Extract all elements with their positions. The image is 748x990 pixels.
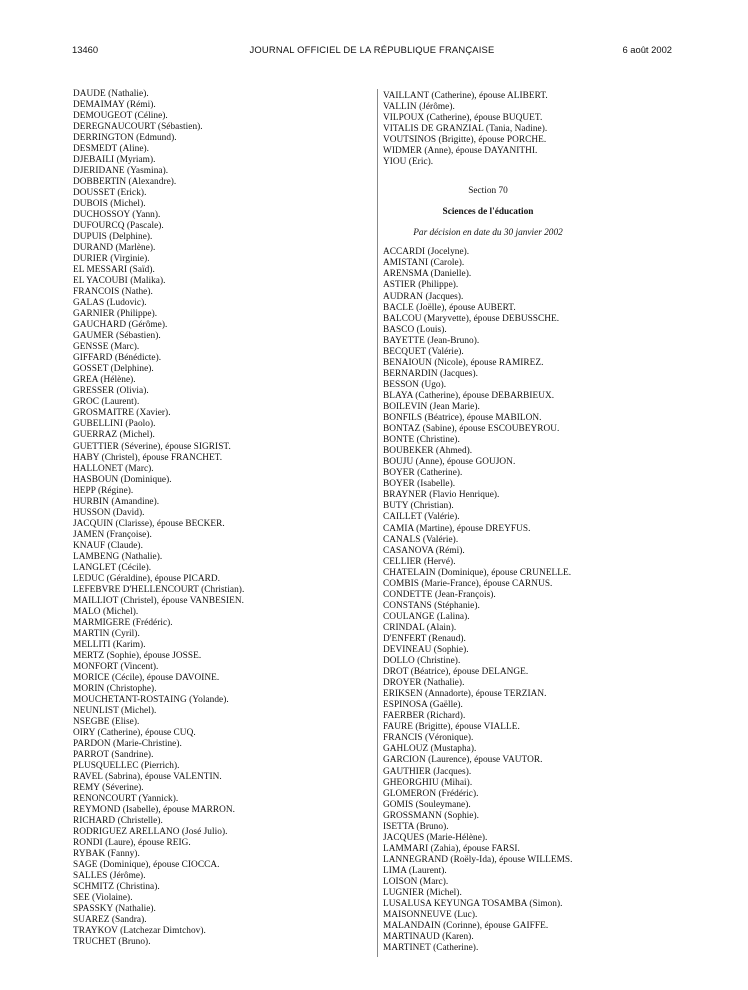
list-item: CAMIA (Martine), épouse DREYFUS. (383, 523, 531, 534)
list-item: BERNARDIN (Jacques). (383, 368, 478, 379)
list-item: GROSMAITRE (Xavier). (73, 408, 171, 419)
list-item: ERIKSEN (Annadorte), épouse TERZIAN. (383, 689, 547, 700)
list-item: MARTINET (Catherine). (383, 943, 479, 954)
journal-title: JOURNAL OFFICIEL DE LA RÉPUBLIQUE FRANÇAISE (249, 44, 495, 55)
list-item: GUETTIER (Séverine), épouse SIGRIST. (73, 441, 231, 452)
list-item: BACLE (Joëlle), épouse AUBERT. (383, 302, 516, 313)
list-item: DEVINEAU (Sophie). (383, 645, 469, 656)
left-column (73, 89, 313, 948)
list-item: BECQUET (Valérie). (383, 346, 464, 357)
list-item: GARCION (Laurence), épouse VAUTOR. (383, 755, 543, 766)
list-item: MORICE (Cécile), épouse DAVOINE. (73, 672, 220, 683)
list-item: BOYER (Catherine). (383, 468, 463, 479)
list-item: RODRIGUEZ ARELLANO (José Julio). (73, 827, 228, 838)
list-item: RYBAK (Fanny). (73, 849, 140, 860)
list-item: DUFOURCQ (Pascale). (73, 221, 164, 232)
list-item: VALLIN (Jérôme). (383, 102, 455, 113)
list-item: GUERRAZ (Michel). (73, 430, 155, 441)
list-item: MARTIN (Cyril). (73, 628, 140, 639)
list-item: GUBELLINI (Paolo). (73, 419, 156, 430)
list-item: VAILLANT (Catherine), épouse ALIBERT. (383, 91, 548, 101)
list-item: CONDETTE (Jean-François). (383, 589, 496, 600)
list-item: GROSSMANN (Sophie). (383, 810, 479, 821)
list-item: MELLITI (Karim). (73, 639, 146, 650)
list-item: GIFFARD (Bénédicte). (73, 353, 162, 364)
page-number: 13460 (72, 44, 99, 55)
list-item: RICHARD (Christelle). (73, 816, 163, 827)
list-item: MOUCHETANT-ROSTAING (Yolande). (73, 694, 229, 705)
list-item: GAUTHIER (Jacques). (383, 766, 472, 777)
list-item: MERTZ (Sophie), épouse JOSSE. (73, 650, 202, 661)
list-item: BOUBEKER (Ahmed). (383, 446, 473, 457)
list-item: LAMMARI (Zahia), épouse FARSI. (383, 843, 520, 854)
list-item: CHATELAIN (Dominique), épouse CRUNELLE. (383, 567, 572, 578)
list-item: BUTY (Christian). (383, 501, 454, 512)
list-item: BONTAZ (Sabine), épouse ESCOUBEYROU. (383, 424, 560, 435)
list-item: GHEORGHIU (Mihai). (383, 777, 473, 788)
list-item: BONTE (Christine). (383, 435, 460, 446)
list-item: GALAS (Ludovic). (73, 298, 147, 309)
right-column-bottom-list (383, 247, 623, 954)
list-item: BOUJU (Anne), épouse GOUJON. (383, 457, 516, 468)
list-item: DURAND (Marlène). (73, 243, 156, 254)
list-item: DUPUIS (Delphine). (73, 232, 153, 243)
list-item: D'ENFERT (Renaud). (383, 633, 466, 644)
list-item: ASTIER (Philippe). (383, 280, 459, 291)
list-item: CELLIER (Hervé). (383, 556, 456, 567)
list-item: MAILLIOT (Christel), épouse VANBESIEN. (73, 595, 245, 606)
list-item: GLOMERON (Frédéric). (383, 788, 479, 799)
list-item: ACCARDI (Jocelyne). (383, 247, 470, 258)
list-item: LIMA (Laurent). (383, 865, 447, 876)
list-item: HEPP (Régine). (73, 485, 134, 496)
list-item: DEMOUGEOT (Céline). (73, 111, 168, 122)
list-item: HABY (Christel), épouse FRANCHET. (73, 452, 223, 463)
list-item: RENONCOURT (Yannick). (73, 794, 179, 804)
list-item: REMY (Séverine). (73, 782, 144, 793)
section-subtitle: Par décision en date du 30 janvier 2002 (413, 228, 563, 239)
list-item: SALLES (Jérôme). (73, 871, 146, 882)
list-item: HALLONET (Marc). (73, 463, 154, 474)
list-item: DOUSSET (Erick). (73, 188, 147, 199)
list-item: DUBOIS (Michel). (73, 199, 146, 210)
list-item: DEMAIMAY (Rémi). (73, 100, 156, 111)
list-item: GOSSET (Delphine). (73, 364, 154, 375)
list-item: VOUTSINOS (Brigitte), épouse PORCHE. (383, 135, 547, 146)
list-item: GAHLOUZ (Mustapha). (383, 744, 477, 755)
list-item: LAMBENG (Nathalie). (73, 551, 163, 562)
list-item: BOYER (Isabelle). (383, 479, 456, 490)
list-item: BASCO (Louis). (383, 324, 447, 335)
list-item: PLUSQUELLEC (Pierrich). (73, 760, 180, 771)
list-item: HASBOUN (Dominique). (73, 474, 172, 485)
list-item: FAERBER (Richard). (383, 711, 466, 722)
list-item: MARTINAUD (Karen). (383, 932, 474, 943)
list-item: DJEBAILI (Myriam). (73, 155, 156, 166)
list-item: BALCOU (Maryvette), épouse DEBUSSCHE. (383, 313, 560, 324)
list-item: ARENSMA (Danielle). (383, 269, 472, 280)
list-item: MARMIGERE (Frédéric). (73, 617, 173, 628)
list-item: CASANOVA (Rémi). (383, 545, 465, 556)
list-item: RAVEL (Sabrina), épouse VALENTIN. (73, 771, 222, 782)
list-item: GROC (Laurent). (73, 397, 140, 408)
list-item: WIDMER (Anne), épouse DAYANITHI. (383, 146, 538, 157)
list-item: MAISONNEUVE (Luc). (383, 910, 478, 921)
list-item: KNAUF (Claude). (73, 540, 143, 551)
list-item: BAYETTE (Jean-Bruno). (383, 335, 480, 346)
list-item: OIRY (Catherine), épouse CUQ. (73, 727, 196, 738)
list-item: LANNEGRAND (Roëly-Ida), épouse WILLEMS. (383, 854, 573, 865)
list-item: DUCHOSSOY (Yann). (73, 210, 161, 221)
list-item: JACQUIN (Clarisse), épouse BECKER. (73, 518, 225, 529)
list-item: BLAYA (Catherine), épouse DEBARBIEUX. (383, 390, 555, 401)
list-item: GOMIS (Souleymane). (383, 799, 471, 810)
list-item: NSEGBE (Elise). (73, 716, 140, 727)
list-item: BESSON (Ugo). (383, 379, 447, 390)
list-item: ISETTA (Bruno). (383, 821, 449, 832)
list-item: GAUMER (Sébastien). (73, 331, 161, 342)
list-item: RONDI (Laure), épouse REIG. (73, 838, 191, 849)
list-item: DROT (Béatrice), épouse DELANGE. (383, 667, 529, 678)
list-item: YIOU (Eric). (383, 157, 434, 168)
list-item: COMBIS (Marie-France), épouse CARNUS. (383, 578, 553, 589)
list-item: DROYER (Nathalie). (383, 678, 465, 689)
list-item: AUDRAN (Jacques). (383, 291, 464, 302)
list-item: FRANCOIS (Nathe). (73, 287, 153, 298)
list-item: DOBBERTIN (Alexandre). (73, 177, 177, 188)
list-item: CANALS (Valérie). (383, 534, 459, 545)
column-divider (377, 89, 378, 957)
list-item: FAURE (Brigitte), épouse VIALLE. (383, 722, 520, 733)
list-item: DEREGNAUCOURT (Sébastien). (73, 122, 203, 133)
list-item: MONFORT (Vincent). (73, 661, 159, 672)
list-item: HURBIN (Amandine). (73, 496, 160, 507)
list-item: DESMEDT (Aline). (73, 144, 150, 155)
list-item: FRANCIS (Véronique). (383, 733, 474, 744)
list-item: LOISON (Marc). (383, 877, 449, 887)
list-item: LEDUC (Géraldine), épouse PICARD. (73, 573, 221, 584)
list-item: CONSTANS (Stéphanie). (383, 600, 480, 611)
list-item: AMISTANI (Carole). (383, 258, 465, 269)
list-item: GREA (Hélène). (73, 375, 136, 386)
page-header (72, 44, 672, 58)
list-item: PARDON (Marie-Christine). (73, 738, 182, 749)
publication-date: 6 août 2002 (622, 44, 672, 55)
section-title: Sciences de l'éducation (442, 207, 534, 218)
list-item: JAMEN (Françoise). (73, 529, 152, 540)
list-item: CAILLET (Valérie). (383, 512, 460, 523)
list-item: COULANGE (Lalina). (383, 611, 470, 622)
list-item: DOLLO (Christine). (383, 656, 461, 667)
list-item: SUAREZ (Sandra). (73, 915, 147, 926)
list-item: GRESSER (Olivia). (73, 386, 149, 397)
list-item: LANGLET (Cécile). (73, 562, 152, 573)
list-item: LEFEBVRE D'HELLENCOURT (Christian). (73, 584, 245, 595)
list-item: GENSSE (Marc). (73, 342, 140, 353)
list-item: GARNIER (Philippe). (73, 309, 158, 320)
list-item: CRINDAL (Alain). (383, 622, 457, 633)
list-item: SCHMITZ (Christina). (73, 882, 160, 893)
list-item: VILPOUX (Catherine), épouse BUQUET. (383, 113, 543, 124)
list-item: HUSSON (David). (73, 507, 145, 518)
list-item: SEE (Violaine). (73, 893, 133, 904)
list-item: TRAYKOV (Latchezar Dimtchov). (73, 926, 206, 937)
list-item: JACQUES (Marie-Hélène). (383, 832, 488, 843)
list-item: SPASSKY (Nathalie). (73, 904, 156, 915)
list-item: MALO (Michel). (73, 606, 139, 617)
list-item: BENAIOUN (Nicole), épouse RAMIREZ. (383, 357, 544, 368)
list-item: LUGNIER (Michel). (383, 888, 462, 899)
list-item: ESPINOSA (Gaëlle). (383, 700, 463, 711)
list-item: VITALIS DE GRANZIAL (Tania, Nadine). (383, 124, 548, 135)
list-item: EL MESSARI (Saïd). (73, 265, 155, 276)
list-item: BOILEVIN (Jean Marie). (383, 401, 480, 412)
list-item: DJERIDANE (Yasmina). (73, 166, 169, 177)
section-label: Section 70 (468, 186, 508, 197)
list-item: TRUCHET (Bruno). (73, 937, 151, 948)
list-item: MALANDAIN (Corinne), épouse GAIFFE. (383, 921, 549, 932)
list-item: PARROT (Sandrine). (73, 749, 154, 760)
list-item: SAGE (Dominique), épouse CIOCCA. (73, 860, 220, 871)
list-item: DURIER (Virginie). (73, 254, 150, 265)
list-item: DERRINGTON (Edmund). (73, 133, 177, 144)
list-item: EL YACOUBI (Malika). (73, 276, 166, 287)
right-column (383, 91, 623, 954)
list-item: MORIN (Christophe). (73, 683, 157, 694)
list-item: LUSALUSA KEYUNGA TOSAMBA (Simon). (383, 899, 563, 910)
list-item: GAUCHARD (Gérôme). (73, 320, 168, 331)
list-item: DAUDE (Nathalie). (73, 89, 149, 99)
list-item: BRAYNER (Flavio Henrique). (383, 490, 500, 501)
list-item: BONFILS (Béatrice), épouse MABILON. (383, 413, 542, 424)
list-item: REYMOND (Isabelle), épouse MARRON. (73, 805, 236, 816)
list-item: NEUNLIST (Michel). (73, 705, 157, 716)
right-column-top-list (383, 91, 623, 168)
